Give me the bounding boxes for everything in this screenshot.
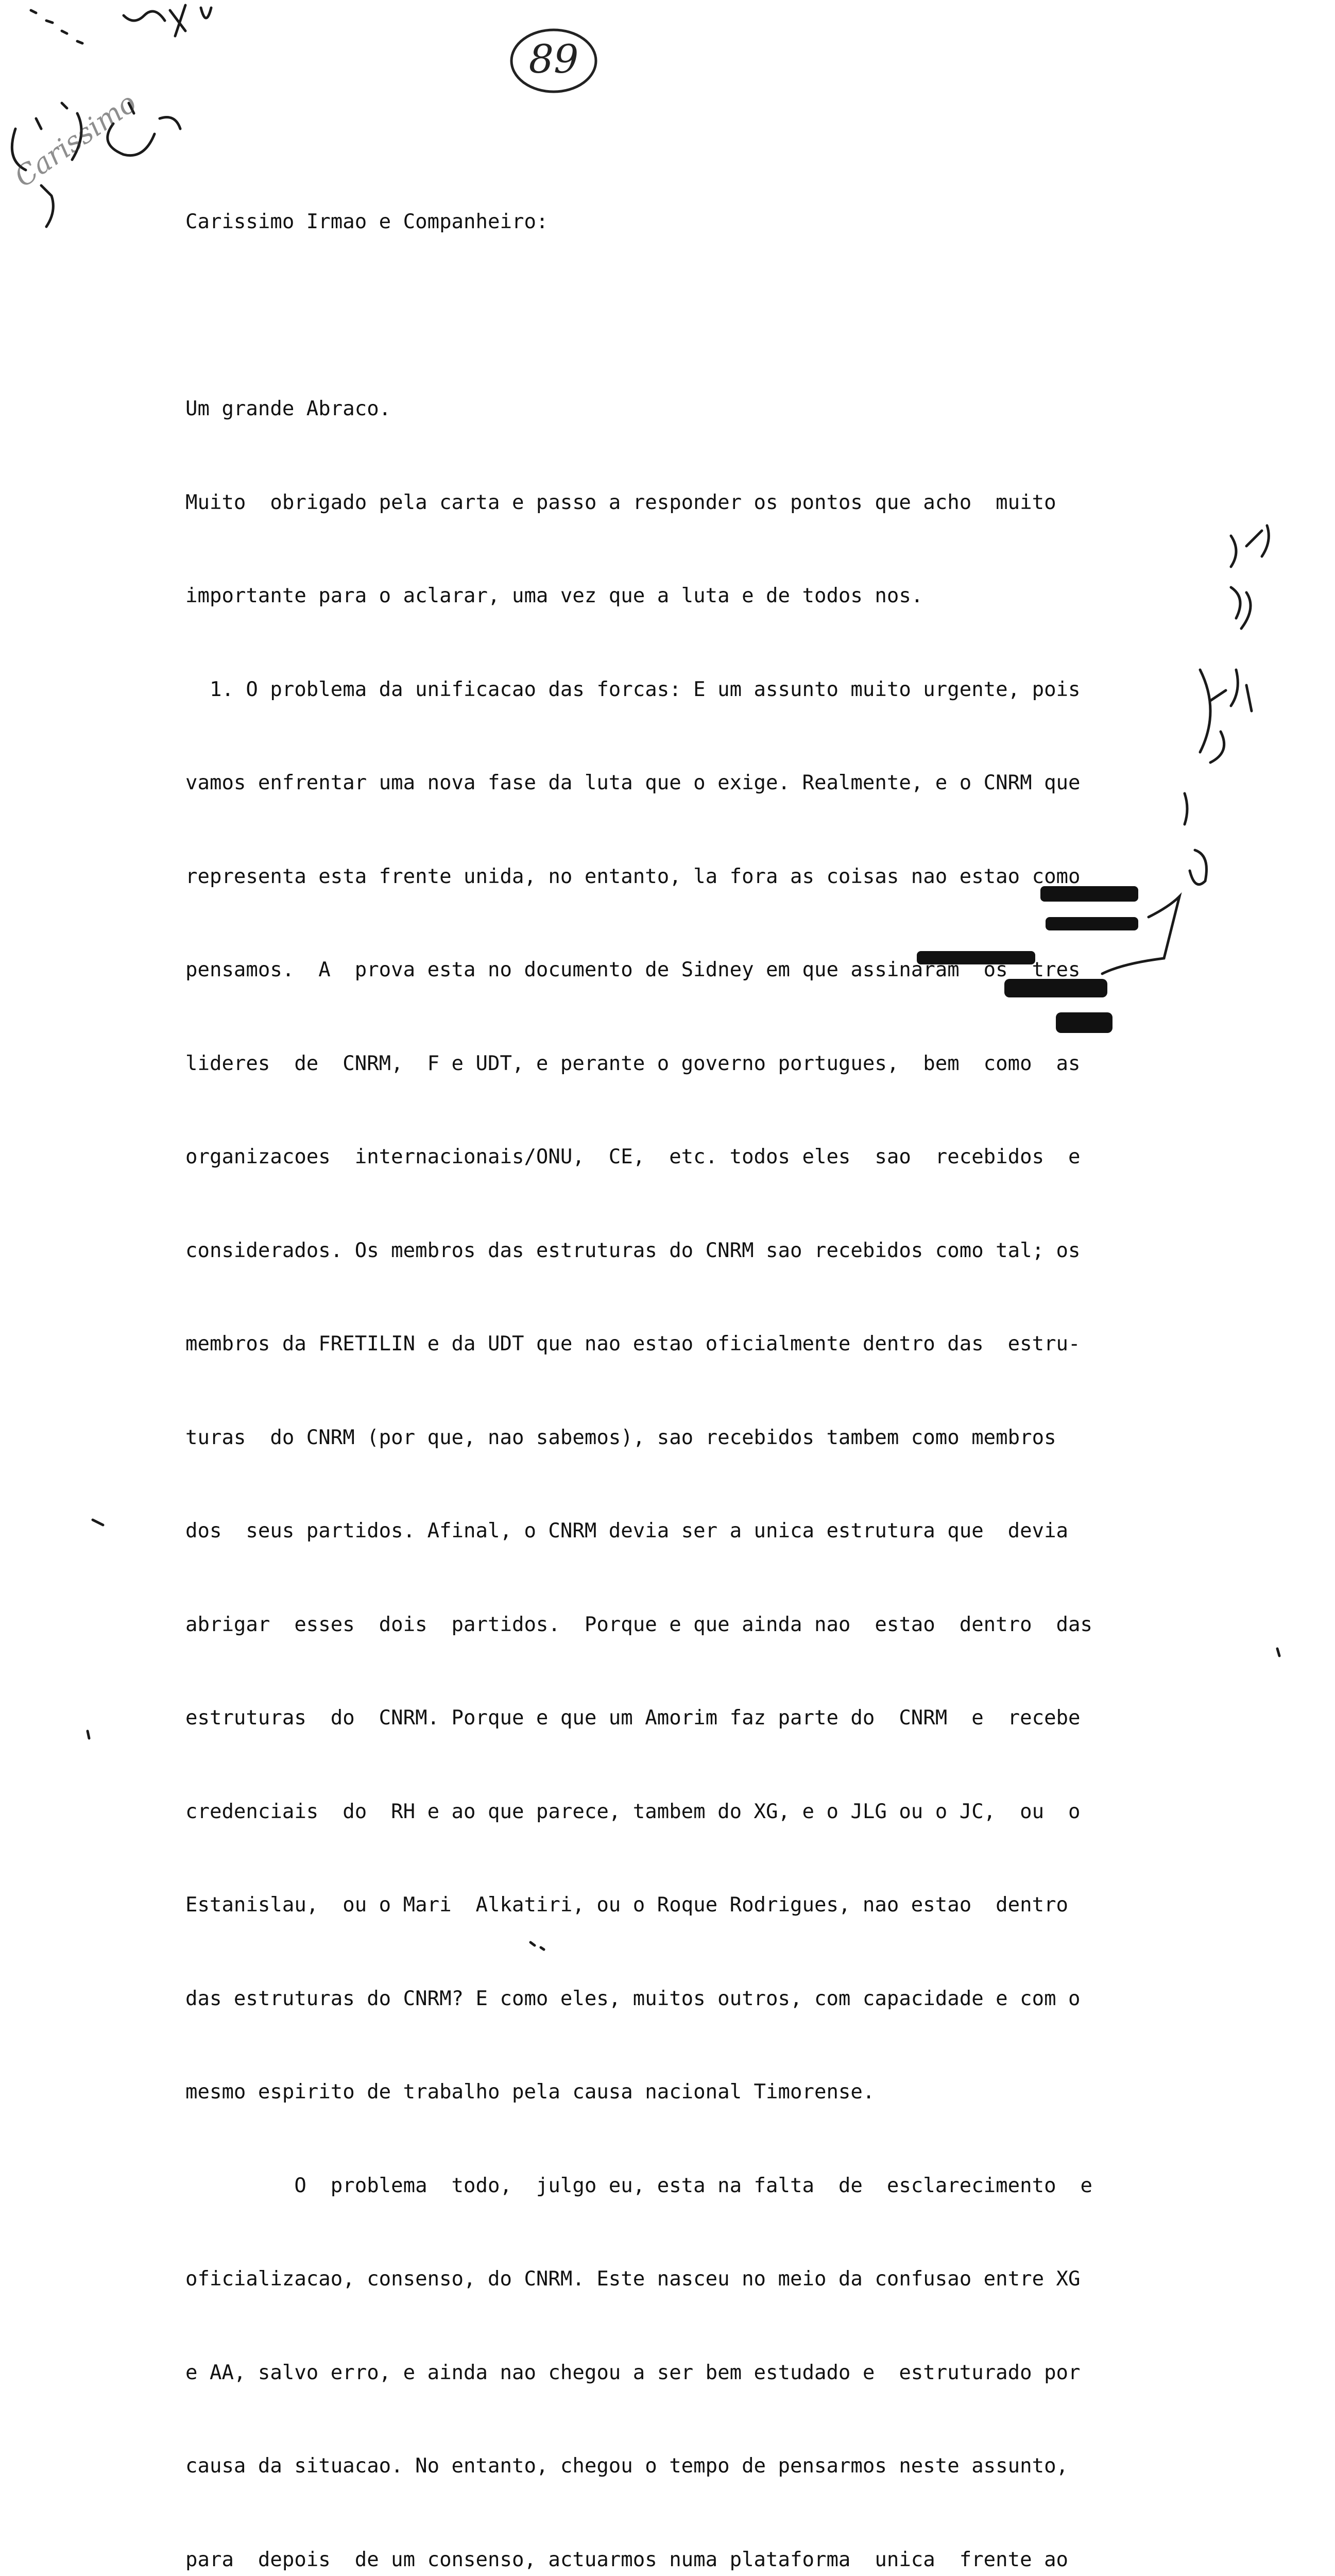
text-line: organizacoes internacionais/ONU, CE, etc. todos eles sao recebidos e xyxy=(185,1145,1081,1168)
text-line: Muito obrigado pela carta e passo a responder os pontos que acho muito xyxy=(185,490,1056,514)
letter-body xyxy=(185,144,1149,2576)
scribble-right-5 xyxy=(1185,793,1187,824)
scribble-top-left-5 xyxy=(41,185,53,227)
scribble-right-6 xyxy=(1190,850,1207,885)
text-line: oficializacao, consenso, do CNRM. Este nasceu no meio da confusao entre XG xyxy=(185,2267,1081,2291)
page-number-text: 89 xyxy=(528,36,579,82)
text-line: para depois de um consenso, actuarmos numa plataforma unica frente ao xyxy=(185,2548,1069,2571)
text-line: pensamos. A prova esta no documento de Sidney em que assinaram os tres xyxy=(185,958,1081,981)
text-line: Um grande Abraco. xyxy=(185,397,391,420)
text-line: importante para o aclarar, uma vez que a luta e de todos nos. xyxy=(185,584,923,607)
text-line: abrigar esses dois partidos. Porque e que ainda nao estao dentro das xyxy=(185,1613,1092,1636)
text-line: lideres de CNRM, F e UDT, e perante o governo portugues, bem como as xyxy=(185,1052,1081,1075)
text-line: considerados. Os membros das estruturas do CNRM sao recebidos como tal; os xyxy=(185,1239,1081,1262)
text-line: turas do CNRM (por que, nao sabemos), sao recebidos tambem como membros xyxy=(185,1426,1056,1449)
text-line: Estanislau, ou o Mari Alkatiri, ou o Roque Rodrigues, nao estao dentro xyxy=(185,1893,1069,1917)
scribble-left-1 xyxy=(93,1520,103,1525)
scribble-right-1 xyxy=(1231,526,1269,567)
salutation: Carissimo Irmao e Companheiro: xyxy=(185,210,549,233)
text-line xyxy=(185,300,1149,332)
text-line: e AA, salvo erro, e ainda nao chegou a ser bem estudado e estruturado por xyxy=(185,2361,1081,2384)
text-line: membros da FRETILIN e da UDT que nao estao oficialmente dentro das estru- xyxy=(185,1332,1081,1355)
margin-note: Carissimo xyxy=(8,86,143,194)
text-line: estruturas do CNRM. Porque e que um Amorim faz parte do CNRM e recebe xyxy=(185,1706,1081,1730)
text-line: O problema todo, julgo eu, esta na falta de esclarecimento e xyxy=(185,2174,1092,2197)
text-line: vamos enfrentar uma nova fase da luta que o exige. Realmente, e o CNRM que xyxy=(185,771,1081,794)
text-line: 1. O problema da unificacao das forcas: E um assunto muito urgente, pois xyxy=(185,677,1081,701)
scribble-right-2 xyxy=(1231,587,1251,629)
text-line: dos seus partidos. Afinal, o CNRM devia ser a unica estrutura que devia xyxy=(185,1519,1069,1543)
text-line: causa da situacao. No entanto, chegou o tempo de pensarmos neste assunto, xyxy=(185,2454,1069,2478)
scribble-left-2 xyxy=(88,1731,89,1738)
scribble-right-8 xyxy=(1277,1649,1279,1656)
scribble-top-left-2 xyxy=(31,10,82,43)
text-line: credenciais do RH e ao que parece, tambem do XG, e o JLG ou o JC, ou o xyxy=(185,1800,1081,1823)
scribble-right-4 xyxy=(1231,670,1252,711)
text-line: representa esta frente unida, no entanto, la fora as coisas nao estao como xyxy=(185,865,1081,888)
text-line: mesmo espirito de trabalho pela causa nacional Timorense. xyxy=(185,2080,875,2104)
scribble-top-left-1 xyxy=(124,5,211,36)
scribble-right-3 xyxy=(1200,670,1226,762)
text-line: das estruturas do CNRM? E como eles, muitos outros, com capacidade e com o xyxy=(185,1987,1081,2010)
